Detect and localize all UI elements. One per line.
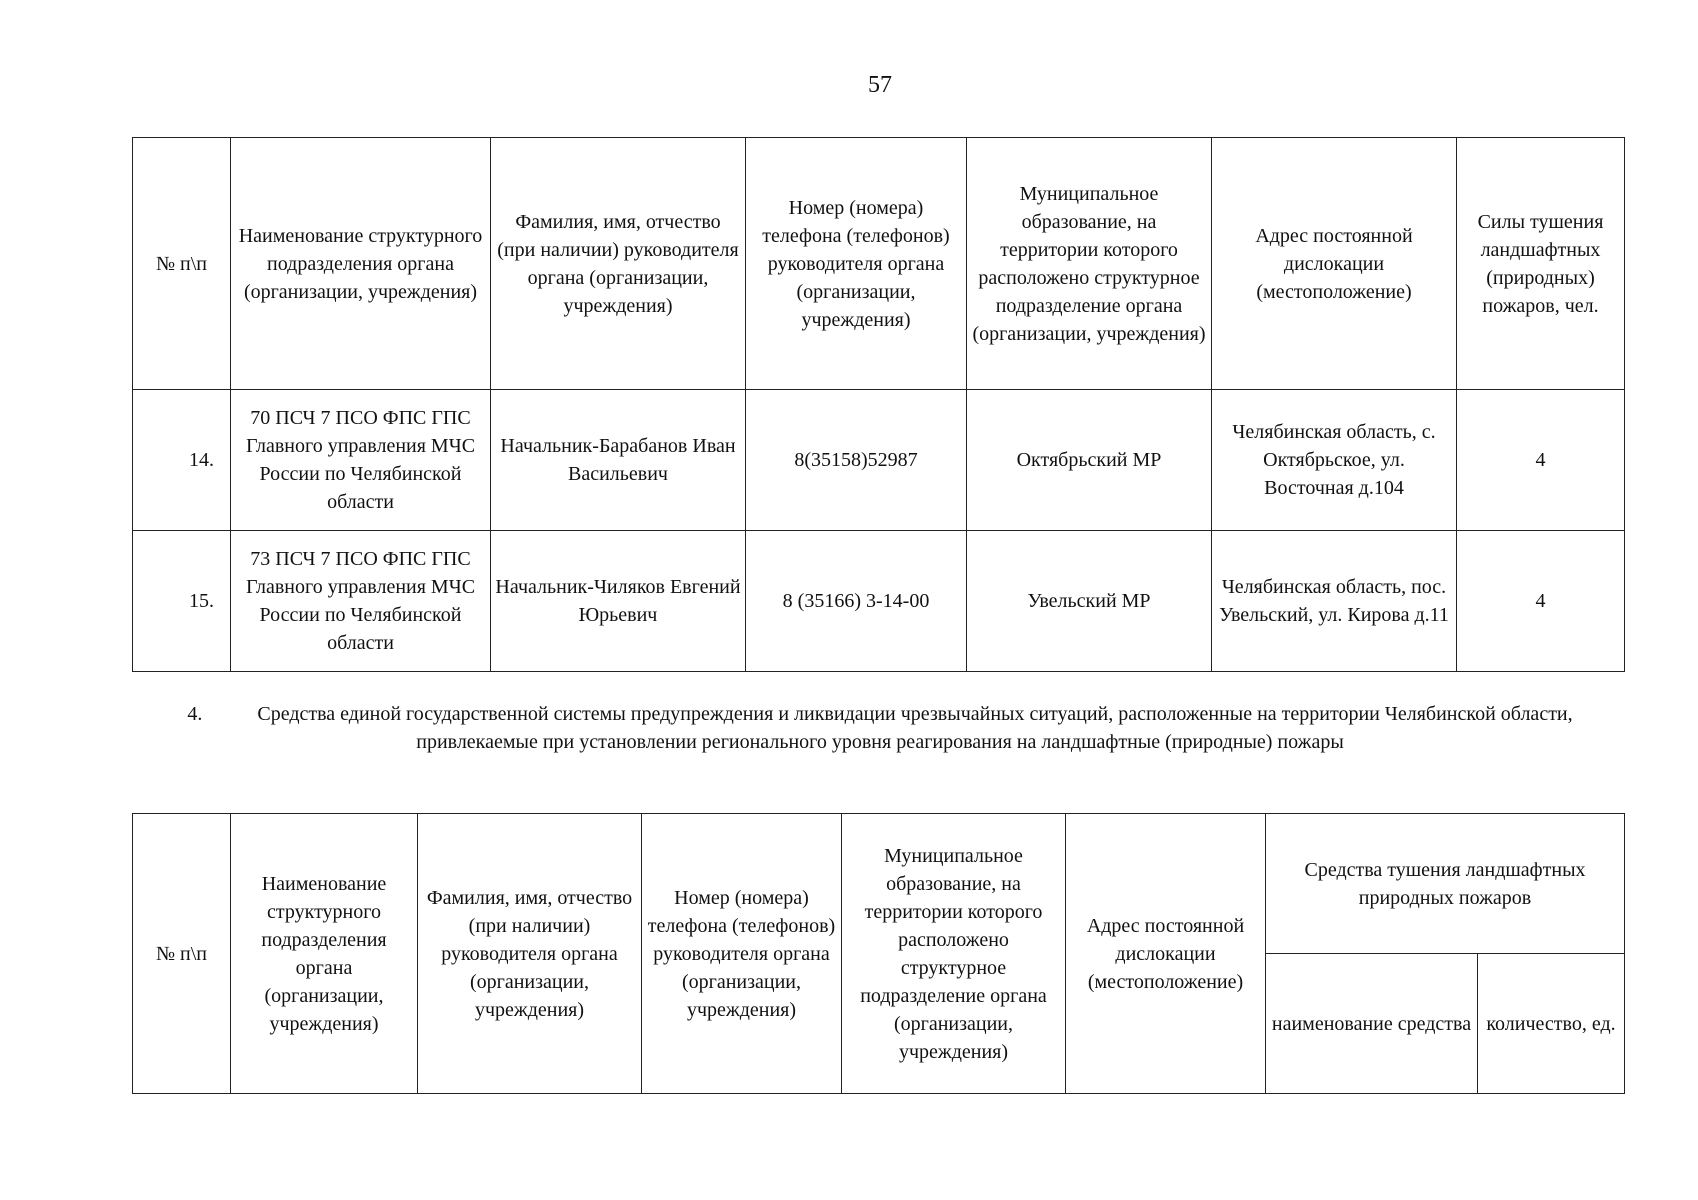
row-municipality: Увельский МР	[967, 531, 1212, 672]
row-phone: 8 (35166) 3-14-00	[746, 531, 967, 672]
forces-table	[132, 137, 1625, 672]
header-number: № п\п	[133, 814, 231, 1094]
header-means-qty: количество, ед.	[1478, 954, 1625, 1094]
section-title: Средства единой государственной системы предупреждения и ликвидации чрезвычайных ситуаций, расположенные на территории Челябинской области, привлекаемые при установлении регионального уровня реагирования на ландшафтные (природные) пожары	[257, 703, 1573, 753]
header-head: Фамилия, имя, отчество (при наличии) руководителя органа (организации, учреждения)	[418, 814, 642, 1094]
row-forces: 4	[1457, 531, 1625, 672]
table-row	[133, 531, 1625, 672]
header-municipality: Муниципальное образование, на территории которого расположено структурное подразделение органа (организации, учреждения)	[842, 814, 1066, 1094]
header-address: Адрес постоянной дислокации (местоположение)	[1066, 814, 1266, 1094]
row-address: Челябинская область, с. Октябрьское, ул. Восточная д.104	[1212, 390, 1457, 531]
row-phone: 8(35158)52987	[746, 390, 967, 531]
header-means-name: наименование средства	[1266, 954, 1478, 1094]
means-table	[132, 813, 1625, 1094]
section-number: 4.	[187, 703, 203, 725]
header-unit: Наименование структурного подразделения органа (организации, учреждения)	[231, 814, 418, 1094]
row-address: Челябинская область, пос. Увельский, ул. Кирова д.11	[1212, 531, 1457, 672]
header-municipality: Муниципальное образование, на территории которого расположено структурное подразделение органа (организации, учреждения)	[967, 138, 1212, 390]
row-forces: 4	[1457, 390, 1625, 531]
row-head: Начальник-Барабанов Иван Васильевич	[491, 390, 746, 531]
row-unit: 70 ПСЧ 7 ПСО ФПС ГПС Главного управления МЧС России по Челябинской области	[231, 390, 491, 531]
header-phone: Номер (номера) телефона (телефонов) руководителя органа (организации, учреждения)	[746, 138, 967, 390]
header-unit: Наименование структурного подразделения органа (организации, учреждения)	[231, 138, 491, 390]
table-header-row	[133, 138, 1625, 390]
header-forces: Силы тушения ландшафтных (природных) пожаров, чел.	[1457, 138, 1625, 390]
table-header-row	[133, 814, 1625, 954]
page-number: 57	[868, 72, 892, 98]
header-head: Фамилия, имя, отчество (при наличии) руководителя органа (организации, учреждения)	[491, 138, 746, 390]
header-address: Адрес постоянной дислокации (местоположение)	[1212, 138, 1457, 390]
row-municipality: Октябрьский МР	[967, 390, 1212, 531]
row-number: 14.	[133, 390, 231, 531]
row-head: Начальник-Чиляков Евгений Юрьевич	[491, 531, 746, 672]
header-phone: Номер (номера) телефона (телефонов) руководителя органа (организации, учреждения)	[642, 814, 842, 1094]
section-heading	[150, 700, 1610, 756]
header-means-group: Средства тушения ландшафтных природных пожаров	[1266, 814, 1625, 954]
header-number: № п\п	[133, 138, 231, 390]
row-unit: 73 ПСЧ 7 ПСО ФПС ГПС Главного управления МЧС России по Челябинской области	[231, 531, 491, 672]
row-number: 15.	[133, 531, 231, 672]
table-row	[133, 390, 1625, 531]
